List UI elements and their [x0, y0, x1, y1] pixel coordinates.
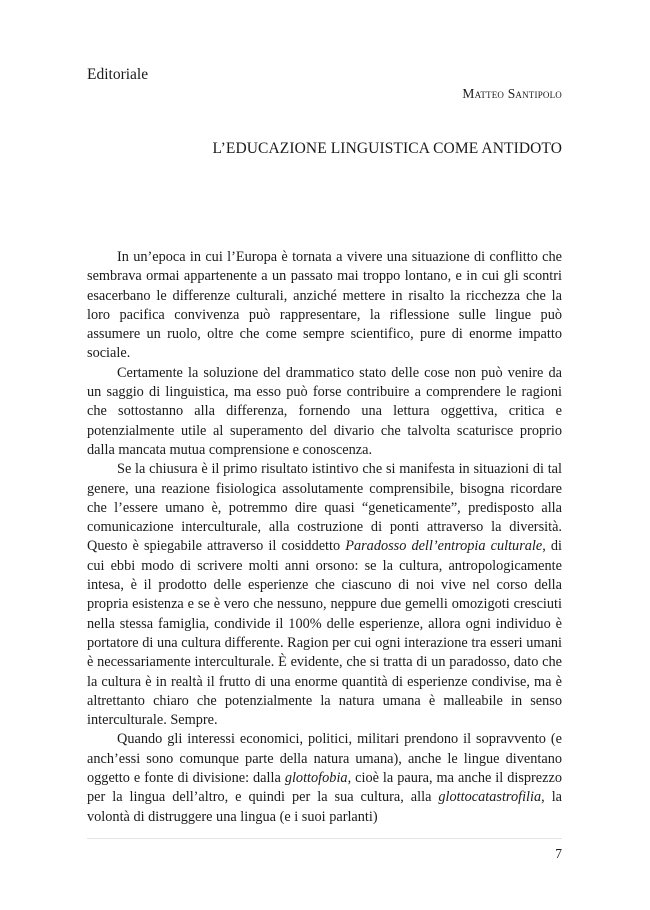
paragraph-2	[87, 364, 562, 460]
text-run: , la volontà di distruggere una lingua (e i suoi parlanti)	[87, 789, 563, 825]
text-run: Certamente la soluzione del drammatico stato delle cose non può venire da un saggio di linguistica, ma esso può forse contribuire a comprendere le ragioni che sottostanno alla differenza, fornendo una lettura oggettiva, critica e potenzialmente utile al superamento del divario che talvolta scaturisce proprio dalla mancata mutua comprensione e conoscenza.	[87, 364, 562, 458]
text-run: cioè la paura, ma anche il disprezzo per la lingua dell’altro, e quindi per la sua cultura, alla	[87, 770, 562, 806]
text-run: , di cui ebbi modo di scrivere molti anni orsono: se la cultura, antropologicamente intesa, è il prodotto delle esperienze che ciascuno di noi vive nel corso della propria esistenza e se è vero che nessuno, neppure due gemelli omozigoti cresciuti nella stessa famiglia, condivide il 100% delle esperienze, allora ogni individuo è portatore di una cultura differente. Ragion per cui ogni interazione tra esseri umani è necessariamente interculturale. È evidente, che si tratta di un paradosso, dato che la cultura è in realtà il frutto di una enorme quantità di esperienze condivise, ma è altrettanto chiaro che potenzialmente la natura umana è malleabile in senso interculturale. Sempre.	[87, 538, 562, 729]
italic-term: glottofobia,	[284, 770, 352, 787]
footer-divider	[87, 838, 562, 839]
italic-term: Paradosso dell’entropia culturale	[345, 538, 543, 555]
italic-term: glottocatastrofilia	[438, 789, 542, 806]
paragraph-3	[87, 460, 562, 730]
article-body	[87, 248, 562, 827]
section-label: Editoriale	[87, 66, 149, 83]
author-name: Matteo Santipolo	[462, 86, 562, 101]
article-title: L’EDUCAZIONE LINGUISTICA COME ANTIDOTO	[212, 140, 562, 157]
paragraph-4	[87, 730, 562, 826]
text-run: Se la chiusura è il primo risultato istintivo che si manifesta in situazioni di tal genere, una reazione fisiologica assolutamente comprensibile, bisogna ricordare che l’essere umano è, potremmo dire quasi “geneticamente”, predisposto alla comunicazione interculturale, alla costruzione di ponti attraverso la diversità. Questo è spiegabile attraverso il cosiddetto	[87, 461, 562, 555]
text-run: In un’epoca in cui l’Europa è tornata a vivere una situazione di conflitto che sembrava ormai appartenente a un passato mai troppo lontano, e in cui gli scontri esacerbano le differenze culturali, anziché mettere in risalto la ricchezza che la loro pacifica convivenza può rappresentare, la riflessione sulle lingue può assumere un ruolo, oltre che come sempre scientifico, pure di enorme impatto sociale.	[87, 249, 562, 362]
text-run: Quando gli interessi economici, politici, militari prendono il sopravvento (e anch’essi sono comunque parte della natura umana), anche le lingue diventano oggetto e fonte di divisione: dalla	[87, 731, 562, 787]
page-number: 7	[555, 846, 562, 861]
paragraph-1	[87, 248, 562, 364]
